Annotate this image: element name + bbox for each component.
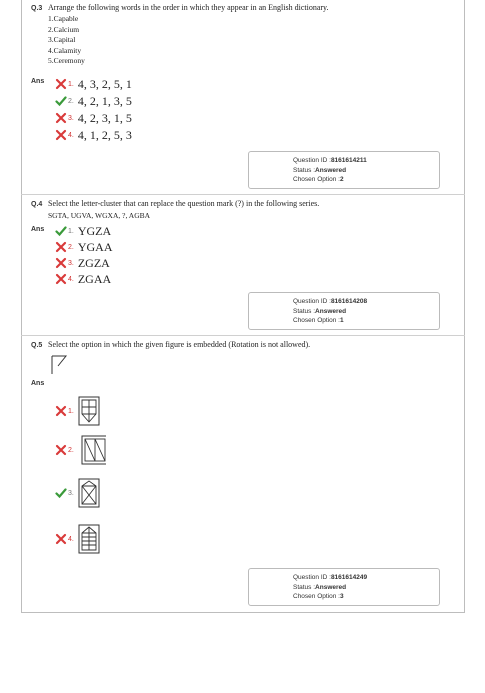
option-2[interactable] — [55, 434, 106, 466]
option-number: 3. — [68, 489, 74, 497]
question-text: Arrange the following words in the order in which they appear in an English dictionary. — [48, 3, 329, 12]
question-number: Q.5 — [31, 342, 43, 349]
option-1[interactable] — [55, 77, 132, 91]
option-4[interactable] — [55, 522, 100, 556]
cross-icon — [55, 273, 67, 285]
question-status: Status :Answered — [293, 166, 347, 174]
pentagon-with-cross-figure — [78, 396, 100, 426]
option-number: 3. — [68, 114, 74, 122]
question-info-box — [248, 292, 440, 330]
cross-icon — [55, 112, 67, 124]
answer-label: Ans — [31, 380, 45, 387]
question-text: Select the option in which the given figure is embedded (Rotation is not allowed). — [48, 340, 311, 349]
option-number: 2. — [68, 97, 74, 105]
question-status: Status :Answered — [293, 583, 347, 591]
check-icon — [55, 225, 67, 237]
question-info-box — [248, 151, 440, 189]
word-item: 4.Calamity — [48, 45, 82, 55]
option-3[interactable] — [55, 111, 132, 125]
option-3[interactable] — [55, 256, 110, 270]
question-number: Q.3 — [31, 5, 43, 12]
cross-icon — [55, 444, 67, 456]
option-1[interactable] — [55, 395, 100, 427]
option-number: 4. — [68, 535, 74, 543]
cross-icon — [55, 78, 67, 90]
option-text: ZGAA — [77, 271, 112, 286]
question-text: Select the letter-cluster that can replace the question mark (?) in the following series. — [48, 199, 320, 208]
square-with-diagonal-zigzag-figure — [78, 435, 106, 465]
chosen-option: Chosen Option :2 — [293, 176, 344, 183]
option-3[interactable] — [55, 477, 100, 509]
question-id: Question ID :8161614211 — [293, 157, 367, 164]
box-with-x-figure — [78, 478, 100, 508]
answer-label: Ans — [31, 226, 45, 233]
option-number: 1. — [68, 80, 74, 88]
cross-icon — [55, 257, 67, 269]
word-item: 1.Capable — [48, 14, 79, 23]
option-4[interactable] — [55, 128, 132, 142]
question-figure — [50, 354, 68, 376]
option-text: 4, 2, 3, 1, 5 — [77, 110, 132, 125]
option-text: 4, 2, 1, 3, 5 — [77, 93, 132, 108]
option-number: 2. — [68, 243, 74, 251]
option-number: 1. — [68, 227, 74, 235]
option-text: ZGZA — [77, 255, 110, 270]
option-number: 3. — [68, 259, 74, 267]
option-text: YGAA — [77, 239, 113, 254]
divider — [21, 335, 465, 336]
option-number: 2. — [68, 446, 74, 454]
check-icon — [55, 95, 67, 107]
divider — [21, 194, 465, 195]
option-number: 4. — [68, 275, 74, 283]
option-text: 4, 3, 2, 5, 1 — [77, 76, 132, 91]
option-text: YGZA — [77, 223, 112, 238]
option-2[interactable] — [55, 240, 113, 254]
option-1[interactable] — [55, 224, 111, 238]
question-status: Status :Answered — [293, 307, 347, 315]
question-number: Q.4 — [31, 201, 43, 208]
word-list — [48, 14, 85, 67]
question-id: Question ID :8161614249 — [293, 574, 368, 581]
series-text: SGTA, UGVA, WGXA, ?, AGBA — [48, 211, 151, 220]
option-text: 4, 1, 2, 5, 3 — [77, 127, 132, 142]
word-item: 3.Capital — [48, 35, 76, 45]
question-id: Question ID :8161614208 — [293, 298, 368, 305]
word-item: 2.Calcium — [48, 24, 80, 34]
option-number: 4. — [68, 131, 74, 139]
word-item: 5.Ceremony — [48, 56, 85, 66]
option-2[interactable] — [55, 94, 132, 108]
cross-icon — [55, 129, 67, 141]
option-number: 1. — [68, 407, 74, 415]
cross-icon — [55, 533, 67, 545]
cross-icon — [55, 405, 67, 417]
chosen-option: Chosen Option :3 — [293, 593, 344, 600]
house-with-grid-figure — [78, 523, 100, 555]
chosen-option: Chosen Option :1 — [293, 317, 344, 324]
check-icon — [55, 487, 67, 499]
question-info-box — [248, 568, 440, 606]
answer-label: Ans — [31, 78, 45, 85]
cross-icon — [55, 241, 67, 253]
option-4[interactable] — [55, 272, 111, 286]
